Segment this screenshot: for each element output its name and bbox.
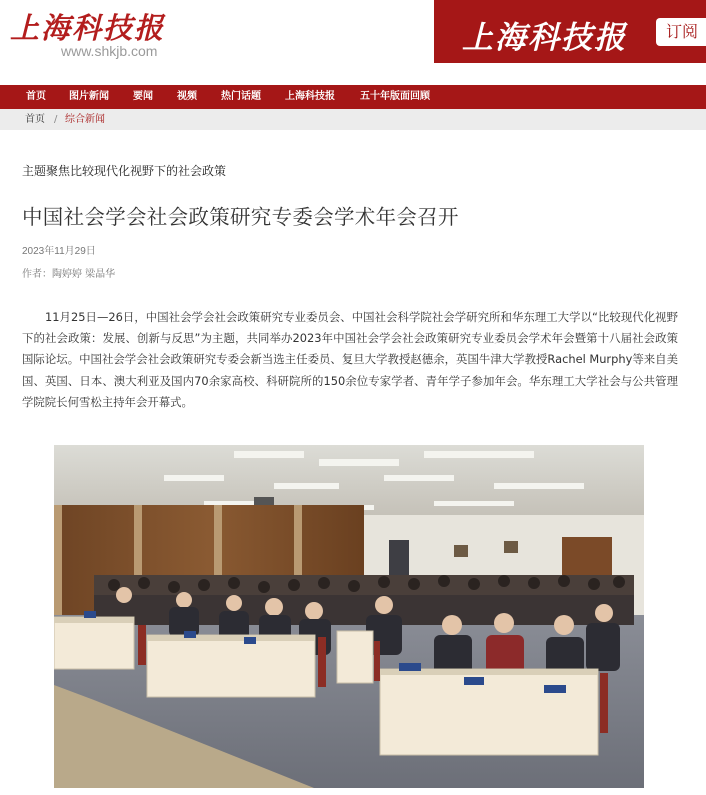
site-url[interactable]: www.shkjb.com <box>61 43 158 59</box>
breadcrumb-home[interactable]: 首页 <box>25 114 45 125</box>
nav-item-hot-topics[interactable]: 热门话题 <box>221 91 261 102</box>
site-logo[interactable]: 上海科技报 <box>10 11 166 45</box>
main-nav <box>0 85 706 109</box>
nav-item-photo-news[interactable]: 图片新闻 <box>69 91 109 102</box>
breadcrumb-separator: / <box>54 114 58 125</box>
nav-item-shkjb[interactable]: 上海科技报 <box>285 91 335 102</box>
site-header <box>0 0 706 85</box>
article-date: 2023年11月29日 <box>22 246 96 257</box>
conference-photo <box>54 445 644 788</box>
nav-item-headlines[interactable]: 要闻 <box>133 91 153 102</box>
nav-item-archive[interactable]: 五十年版面回顾 <box>360 91 430 102</box>
article-photo <box>54 445 644 788</box>
banner-title: 上海科技报 <box>462 20 627 56</box>
nav-item-home[interactable]: 首页 <box>26 91 46 102</box>
nav-item-video[interactable]: 视频 <box>177 91 197 102</box>
breadcrumb <box>0 109 706 130</box>
article-byline: 作者：陶婷婷 梁晶华 <box>22 269 116 280</box>
breadcrumb-current[interactable]: 综合新闻 <box>65 114 105 125</box>
article-title: 中国社会学会社会政策研究专委会学术年会召开 <box>22 205 459 229</box>
article-kicker: 主题聚焦比较现代化视野下的社会政策 <box>22 164 227 178</box>
article-body: 11月25日—26日，中国社会学会社会政策研究专业委员会、中国社会科学院社会学研究所和华东理工大学以“比较现代化视野下的社会政策：发展、创新与反思”为主题，共同举办2023年中国社会学会社会政策研究专业委员会学术年会暨第十八届社会政策国际论坛。中国社会学会社会政策研究专委会新当选主任委员、复旦大学教授赵德余，英国牛津大学教授Rachel Murphy等来自美国、英国、日本、澳大利亚及国内70余家高校、科研院所的150余位专家学者、青年学子参加年会。华东理工大学社会与公共管理学院院长何雪松主持年会开幕式。 <box>22 310 678 409</box>
subscribe-button[interactable]: 订阅 <box>656 18 706 46</box>
header-banner <box>434 0 706 63</box>
